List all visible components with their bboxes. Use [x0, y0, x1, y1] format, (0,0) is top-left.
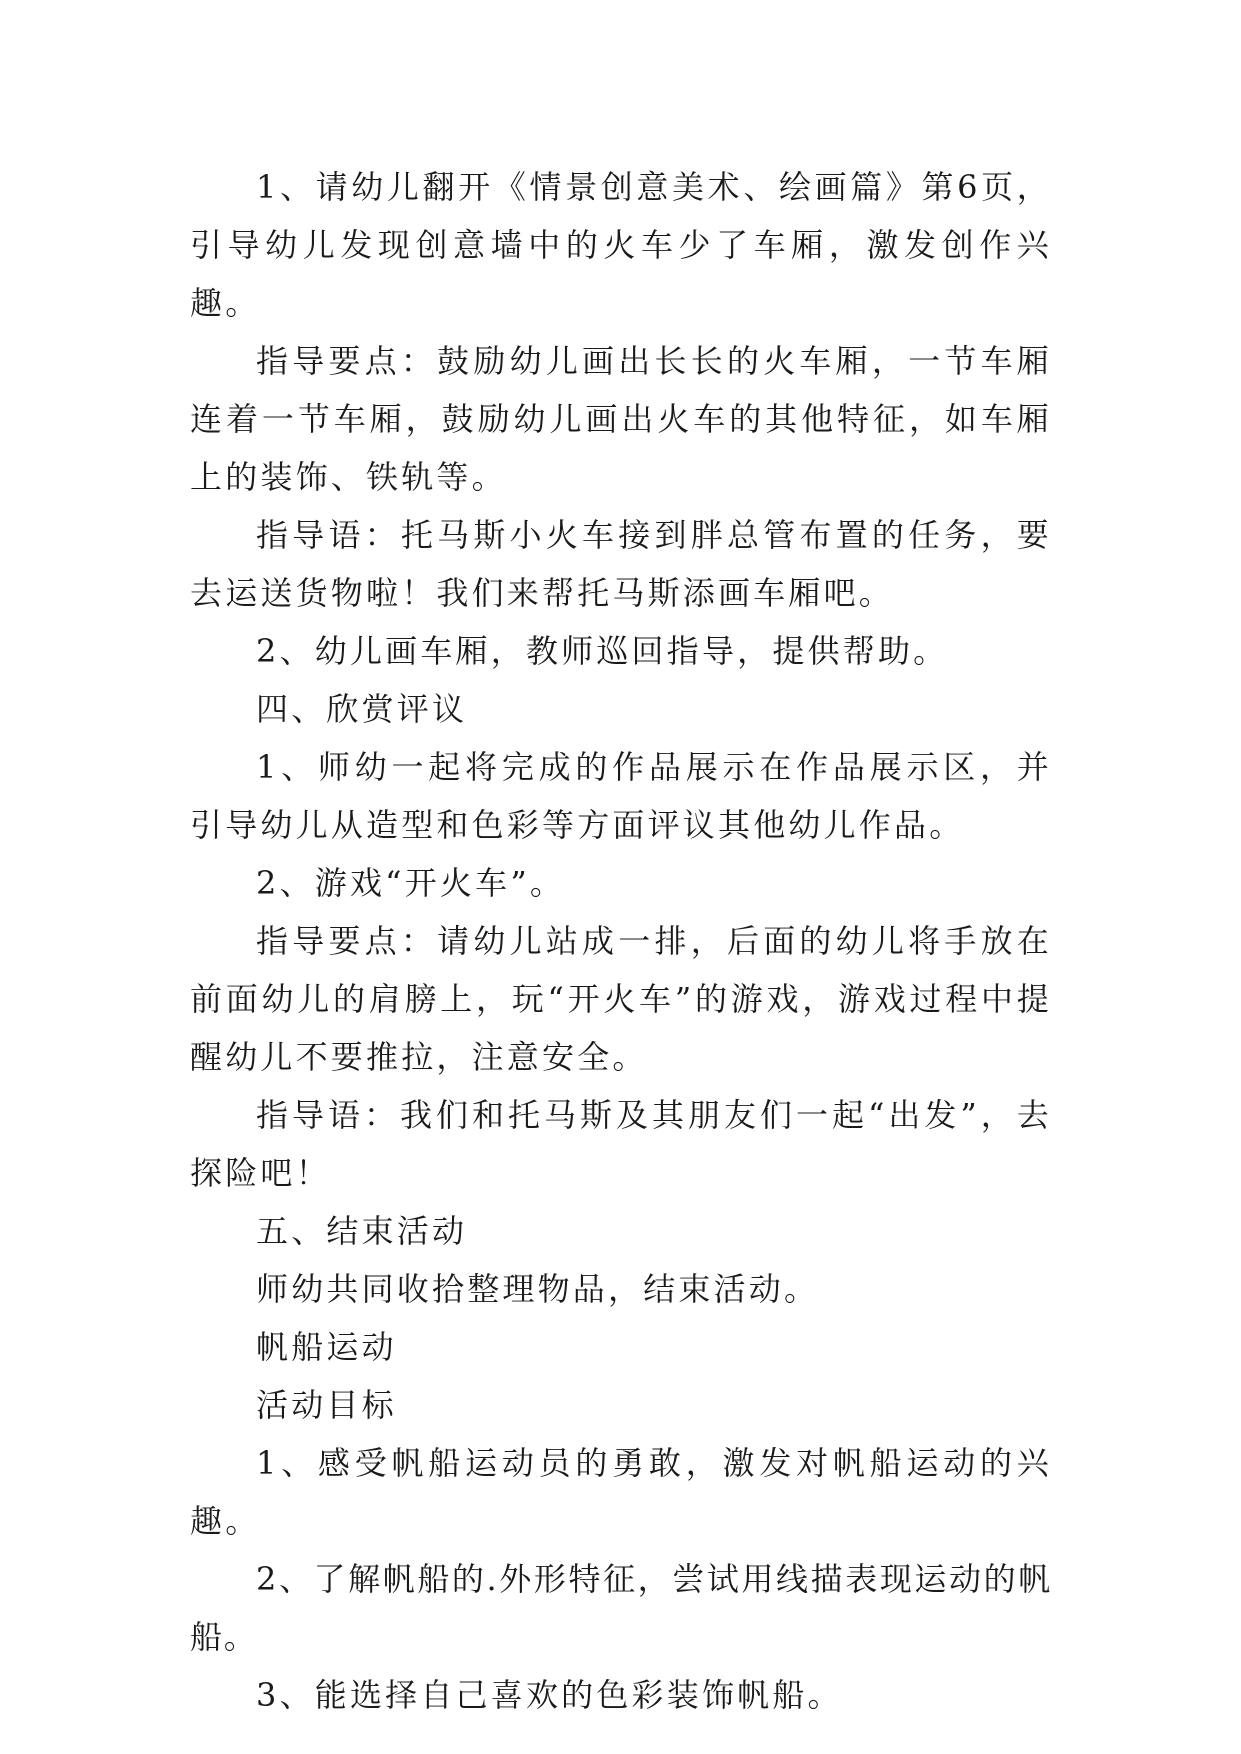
lesson-title-sailing: 帆船运动: [256, 1328, 397, 1366]
paragraph-game-train: 2、游戏“开火车”。: [256, 864, 566, 902]
objective-2: 2、了解帆船的.外形特征，尝试用线描表现运动的帆船。: [190, 1560, 1052, 1656]
paragraph-step-1-open-book: 1、请幼儿翻开《情景创意美术、绘画篇》第6页，引导幼儿发现创意墙中的火车少了车厢，激发创作兴趣。: [190, 168, 1052, 322]
objective-1: 1、感受帆船运动员的勇敢，激发对帆船运动的兴趣。: [190, 1444, 1052, 1540]
objective-3: 3、能选择自己喜欢的色彩装饰帆船。: [256, 1676, 843, 1714]
paragraph-exhibit-works: 1、师幼一起将完成的作品展示在作品展示区，并引导幼儿从造型和色彩等方面评议其他幼儿作品。: [190, 748, 1052, 844]
paragraph-guidance-points-2: 指导要点：请幼儿站成一排，后面的幼儿将手放在前面幼儿的肩膀上，玩“开火车”的游戏，游戏过程中提醒幼儿不要推拉，注意安全。: [190, 922, 1052, 1076]
section-heading-appreciation: 四、欣赏评议: [256, 690, 468, 728]
paragraph-guidance-points-1: 指导要点：鼓励幼儿画出长长的火车厢，一节车厢连着一节车厢，鼓励幼儿画出火车的其他特征，如车厢上的装饰、铁轨等。: [190, 342, 1052, 496]
section-heading-objectives: 活动目标: [256, 1386, 397, 1424]
paragraph-step-2-draw: 2、幼儿画车厢，教师巡回指导，提供帮助。: [256, 632, 949, 670]
document-page: [190, 158, 1052, 1724]
paragraph-guidance-speech-1: 指导语：托马斯小火车接到胖总管布置的任务，要去运送货物啦！我们来帮托马斯添画车厢吧。: [190, 516, 1052, 612]
paragraph-guidance-speech-2: 指导语：我们和托马斯及其朋友们一起“出发”，去探险吧！: [190, 1096, 1052, 1192]
section-heading-end-activity: 五、结束活动: [256, 1212, 468, 1250]
paragraph-tidy-up: 师幼共同收拾整理物品，结束活动。: [256, 1270, 820, 1308]
